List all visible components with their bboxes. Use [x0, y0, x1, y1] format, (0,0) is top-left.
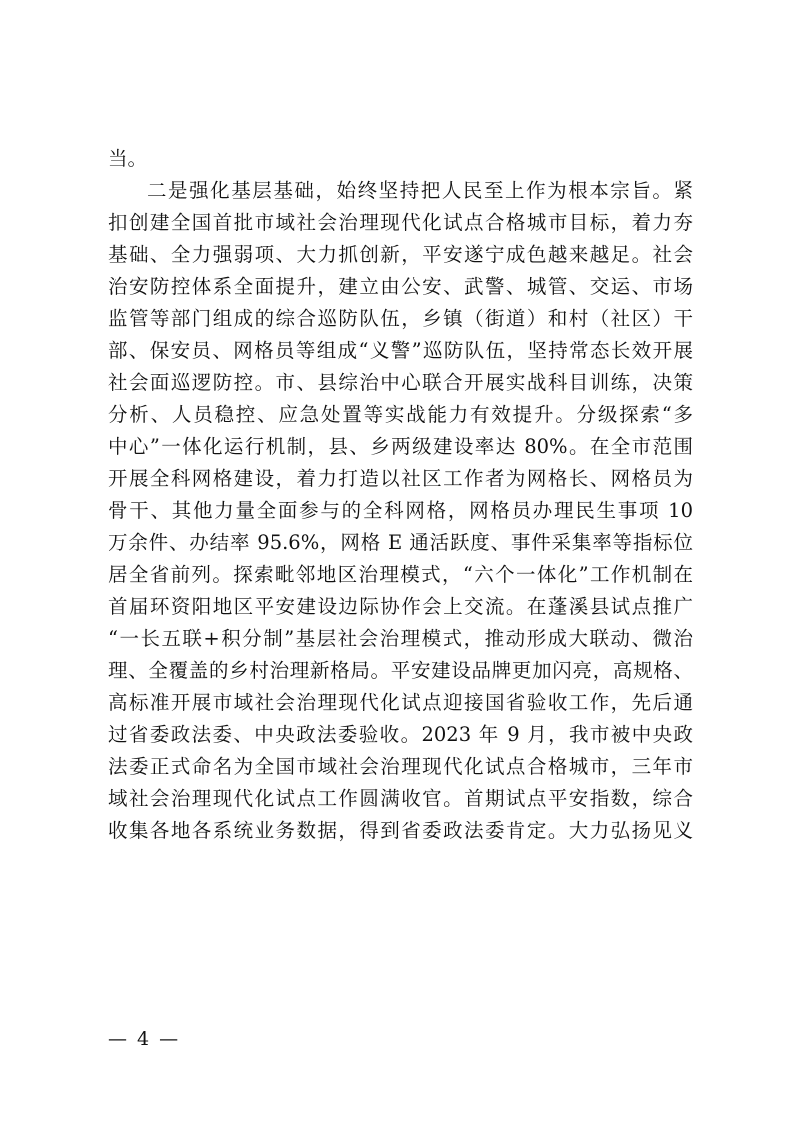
text-line: 扣创建全国首批市域社会治理现代化试点合格城市目标，着力夯: [108, 211, 693, 234]
text-line: 二是强化基层基础，始终坚持把人民至上作为根本宗旨。紧: [147, 179, 693, 202]
text-line: 当。: [108, 147, 148, 170]
text-line: 万余件、办结率 95.6%，网格 E 通活跃度、事件采集率等指标位: [108, 531, 693, 554]
text-line: 基础、全力强弱项、大力抓创新，平安遂宁成色越来越足。社会: [108, 243, 693, 266]
text-line: 监管等部门组成的综合巡防队伍，乡镇（街道）和村（社区）干: [108, 307, 693, 330]
text-line: 域社会治理现代化试点工作圆满收官。首期试点平安指数，综合: [108, 787, 693, 810]
text-line: 开展全科网格建设，着力打造以社区工作者为网格长、网格员为: [108, 467, 693, 490]
text-line: 社会面巡逻防控。市、县综治中心联合开展实战科目训练，决策: [108, 371, 693, 394]
page-number: — 4 —: [108, 1028, 181, 1050]
text-line: 居全省前列。探索毗邻地区治理模式，“六个一体化”工作机制在: [108, 563, 693, 586]
text-line: “一长五联+积分制”基层社会治理模式，推动形成大联动、微治: [108, 627, 693, 650]
text-line: 过省委政法委、中央政法委验收。2023 年 9 月，我市被中央政: [108, 723, 693, 746]
text-line: 骨干、其他力量全面参与的全科网格，网格员办理民生事项 10: [108, 499, 693, 522]
text-line: 高标准开展市域社会治理现代化试点迎接国省验收工作，先后通: [108, 691, 693, 714]
text-line: 法委正式命名为全国市域社会治理现代化试点合格城市，三年市: [108, 755, 693, 778]
text-line: 治安防控体系全面提升，建立由公安、武警、城管、交运、市场: [108, 275, 693, 298]
text-line: 中心”一体化运行机制，县、乡两级建设率达 80%。在全市范围: [108, 435, 693, 458]
text-line: 收集各地各系统业务数据，得到省委政法委肯定。大力弘扬见义: [108, 819, 693, 842]
body-text: [108, 143, 693, 847]
text-line: 部、保安员、网格员等组成“义警”巡防队伍，坚持常态长效开展: [108, 339, 693, 362]
text-line: 分析、人员稳控、应急处置等实战能力有效提升。分级探索“多: [108, 403, 693, 426]
text-line: 理、全覆盖的乡村治理新格局。平安建设品牌更加闪亮，高规格、: [108, 659, 693, 682]
text-line: 首届环资阳地区平安建设边际协作会上交流。在蓬溪县试点推广: [108, 595, 693, 618]
